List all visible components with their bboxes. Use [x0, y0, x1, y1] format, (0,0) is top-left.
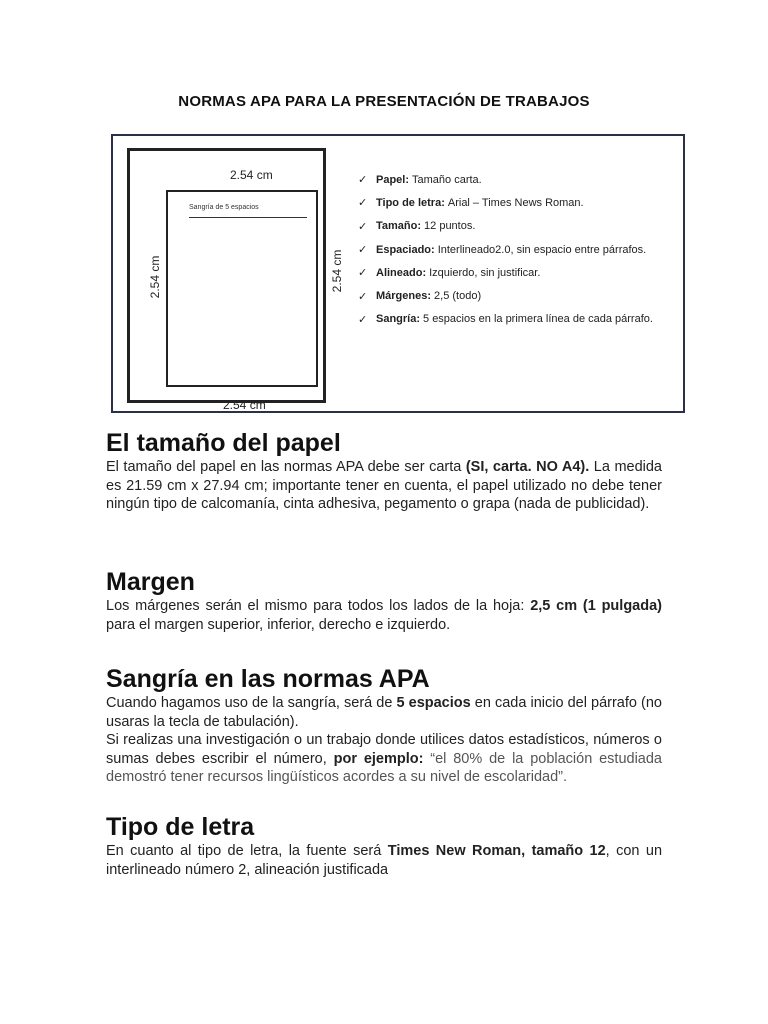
checklist-item	[358, 215, 653, 238]
page-inner-text-area	[166, 190, 318, 387]
checklist-item	[358, 191, 653, 214]
checklist-item	[358, 238, 653, 261]
section-paragraph	[106, 458, 662, 514]
checklist-item	[358, 308, 653, 331]
page-title: NORMAS APA PARA LA PRESENTACIÓN DE TRABAJOS	[178, 93, 590, 110]
checklist-key: Alineado:	[376, 266, 427, 279]
bold-run: (SI, carta. NO A4).	[465, 459, 590, 475]
checklist-value: Arial – Times News Roman.	[447, 196, 584, 209]
text-run: Los márgenes serán el mismo para todos los lados de la hoja:	[106, 598, 531, 614]
quote-run: “el 80% de la población estudiada demostró tener recursos lingüísticos acordes a su nivel de escolaridad”.	[106, 750, 662, 786]
section-heading: El tamaño del papel	[106, 429, 341, 457]
checklist-key: Tipo de letra:	[376, 196, 445, 209]
text-run: El tamaño del papel en las normas APA debe ser carta	[106, 459, 466, 475]
checkmark-icon: ✓	[358, 197, 368, 210]
checklist-item	[358, 261, 653, 284]
text-run: Si realizas una investigación o un trabajo donde utilices datos estadísticos, números o sumas debes escribir el número,	[106, 732, 662, 767]
checklist-value: Izquierdo, sin justificar.	[429, 266, 541, 279]
section-heading: Tipo de letra	[106, 813, 255, 841]
page-outer-border	[127, 148, 344, 412]
checklist-key: Espaciado:	[376, 243, 435, 256]
checklist-value: 5 espacios en la primera línea de cada párrafo.	[423, 313, 653, 326]
checklist-value: 2,5 (todo)	[434, 290, 482, 303]
checklist-value: 12 puntos.	[424, 220, 476, 233]
section-heading: Margen	[106, 568, 195, 596]
text-run: , con un interlineado número 2, alineación justificada	[106, 843, 663, 878]
checklist-key: Papel:	[376, 173, 410, 186]
checklist-item	[358, 284, 653, 307]
section-paragraph	[106, 731, 662, 787]
checklist-item	[358, 168, 653, 191]
format-checklist	[358, 168, 653, 331]
checkmark-icon: ✓	[358, 313, 368, 326]
indent-note: Sangría de 5 espacios	[189, 204, 259, 211]
text-run: en cada inicio del párrafo (no usaras la tecla de tabulación).	[106, 695, 662, 730]
section-paragraph	[106, 597, 662, 634]
text-run: En cuanto al tipo de letra, la fuente será	[106, 843, 388, 859]
section-indent	[106, 664, 662, 787]
bold-run: 5 espacios	[396, 695, 471, 711]
section-paragraph	[106, 694, 662, 731]
left-margin-label: 2.54 cm	[148, 255, 162, 299]
section-paragraph	[106, 842, 662, 879]
checkmark-icon: ✓	[358, 244, 368, 257]
checklist-key: Tamaño:	[376, 220, 422, 233]
section-margin	[106, 567, 662, 634]
section-font	[106, 812, 662, 879]
bottom-margin-label: 2.54 cm	[223, 398, 266, 412]
right-margin-label: 2.54 cm	[330, 249, 344, 293]
text-run: para el margen superior, inferior, derecho e izquierdo.	[106, 616, 451, 633]
checklist-value: Interlineado2.0, sin espacio entre párrafos.	[437, 243, 647, 256]
text-run: Cuando hagamos uso de la sangría, será de	[106, 695, 397, 711]
bold-run: Times New Roman, tamaño 12	[387, 843, 606, 859]
checklist-value: Tamaño carta.	[412, 173, 482, 186]
apa-format-figure	[111, 134, 685, 413]
text-run: La medida es 21.59 cm x 27.94 cm; importante tener en cuenta, el papel utilizado no debe tener ningún tipo de calcomanía, cinta adhesiva, pegamento o grapa (nada de publicidad).	[106, 459, 662, 513]
checkmark-icon: ✓	[358, 267, 368, 280]
indent-line	[189, 217, 307, 218]
bold-run: 2,5 cm (1 pulgada)	[530, 598, 662, 614]
section-heading: Sangría en las normas APA	[106, 665, 430, 693]
checklist-key: Sangría:	[376, 313, 421, 326]
top-margin-label: 2.54 cm	[230, 168, 273, 182]
checkmark-icon: ✓	[358, 220, 368, 233]
checkmark-icon: ✓	[358, 174, 368, 187]
checkmark-icon: ✓	[358, 290, 368, 303]
section-paper-size	[106, 428, 662, 514]
bold-run: por ejemplo:	[333, 750, 424, 767]
checklist-key: Márgenes:	[376, 290, 432, 303]
